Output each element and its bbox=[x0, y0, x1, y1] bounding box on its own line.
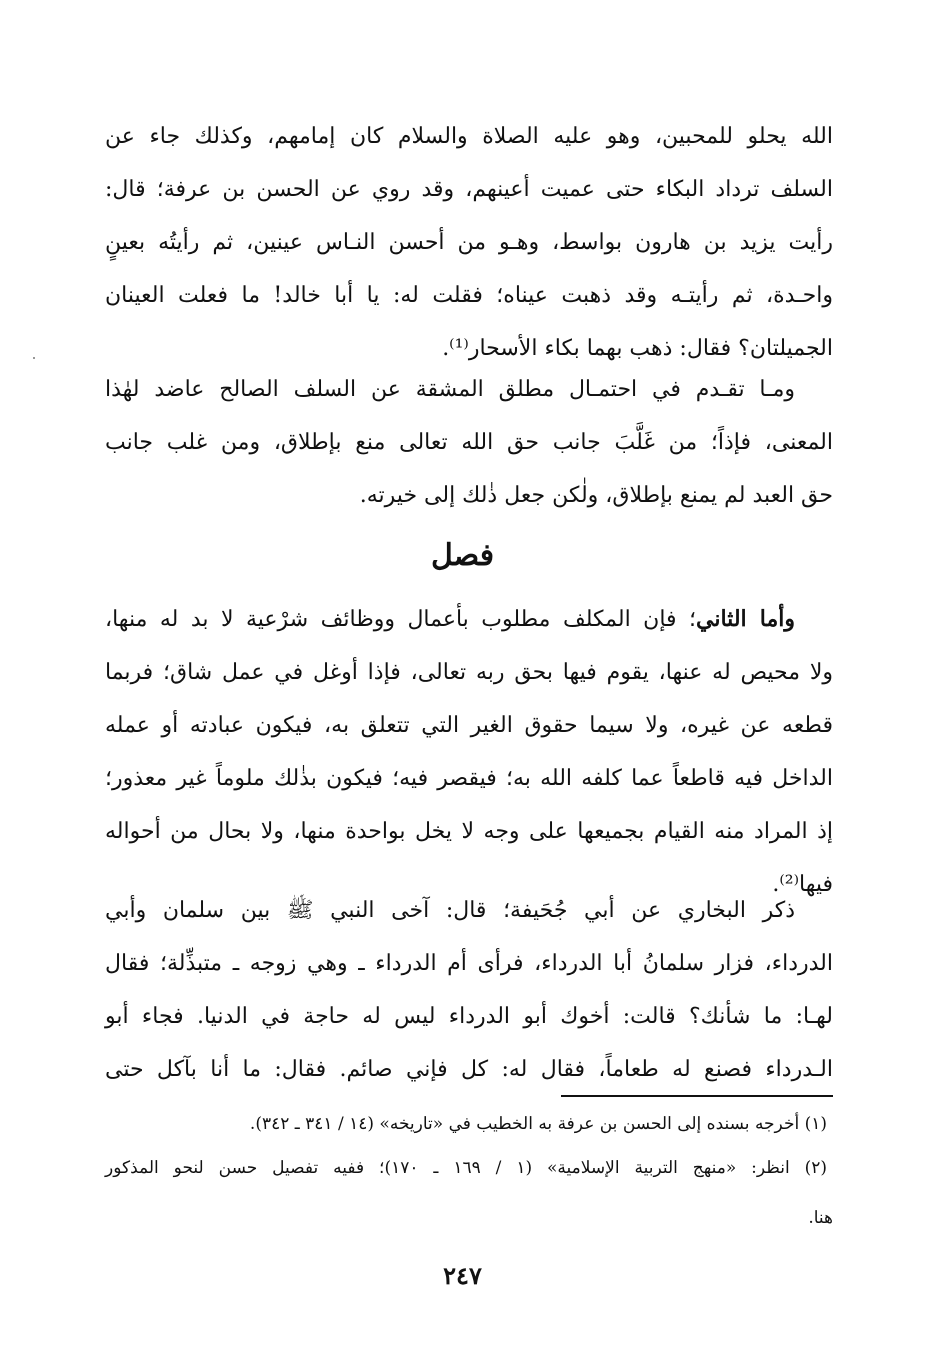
paragraph-4-line-4: الـدرداء فصنع له طعاماً، فقال له: كل فإني صائم. فقال: ما أنا بآكل حتى bbox=[105, 1057, 833, 1082]
footnotes bbox=[105, 1102, 833, 1240]
footnote-2: (٢) انظر: «منهج التربية الإسلامية» (١ / ١٦٩ ـ ١٧٠)؛ ففيه تفصيل حسن لنحو المذكور bbox=[105, 1158, 828, 1178]
paragraph-1-line-4: واحـدة، ثم رأيتـه وقد ذهبت عيناه؛ فقلت له: يا أبا خالد! ما فعلت العينان bbox=[105, 283, 833, 308]
footnote-2-continued: هنا. bbox=[808, 1208, 833, 1228]
paragraph-3-line-1-rest: ؛ فإن المكلف مطلوب بأعمال ووظائف شرْعية لا بد له منها، bbox=[105, 607, 697, 632]
footnote-divider bbox=[561, 1095, 833, 1097]
paragraph-1-line-3: رأيت يزيد بن هارون بواسط، وهـو من أحسن النـاس عينين، ثم رأيتُه بعينٍ bbox=[105, 230, 833, 255]
paragraph-2 bbox=[105, 363, 833, 522]
paragraph-4 bbox=[105, 884, 833, 1096]
paragraph-3-line-6: فيها⁽²⁾. bbox=[772, 872, 833, 897]
paragraph-3 bbox=[105, 593, 833, 911]
section-heading: فصل bbox=[430, 538, 495, 573]
paragraph-2-line-1: ومـا تقـدم في احتمـال مطلق المشقة عن السلف الصالح عاضد لهٰذا bbox=[105, 377, 795, 402]
paragraph-3-lead: وأما الثاني bbox=[696, 606, 795, 632]
paragraph-4-line-2: الدرداء، فزار سلمانُ أبا الدرداء، فرأى أم الدرداء ـ وهي زوجه ـ متبذِّلة؛ فقال bbox=[105, 951, 833, 976]
paragraph-3-line-2: ولا محيص له عنها، يقوم فيها بحق ربه تعالى، فإذا أوغل في عمل شاق؛ فربما bbox=[105, 660, 833, 685]
paragraph-1-line-1: الله يحلو للمحبين، وهو عليه الصلاة والسلام كان إمامهم، وكذلك جاء عن bbox=[105, 124, 833, 149]
paragraph-1-line-5: الجميلتان؟ فقال: ذهب بهما بكاء الأسحار⁽¹⁾. bbox=[442, 336, 833, 361]
paragraph-2-line-2: المعنى، فإذاً؛ من غَلَّبَ جانب حق الله تعالى منع بإطلاق، ومن غلب جانب bbox=[105, 430, 833, 455]
paragraph-1 bbox=[105, 110, 833, 375]
paragraph-3-line-4: الداخل فيه قاطعاً عما كلفه الله به؛ فيقصر فيه؛ فيكون بذٰلك ملوماً غير معذور؛ bbox=[105, 766, 833, 791]
footnote-1: (١) أخرجه بسنده إلى الحسن بن عرفة به الخطيب في «تاريخه» (١٤ / ٣٤١ ـ ٣٤٢). bbox=[249, 1114, 827, 1134]
paragraph-4-line-1: ذكر البخاري عن أبي جُحَيفة؛ قال: آخى النبي ﷺ بين سلمان وأبي bbox=[105, 898, 795, 923]
paragraph-4-line-3: لهـا: ما شأنك؟ قالت: أخوك أبو الدرداء ليس له حاجة في الدنيا. فجاء أبو bbox=[105, 1004, 833, 1029]
paragraph-2-line-3: حق العبد لم يمنع بإطلاق، ولٰكن جعل ذٰلك إلى خيرته. bbox=[359, 483, 833, 508]
paragraph-3-line-5: إذ المراد منه القيام بجميعها على وجه لا يخل بواحدة منها، ولا بحال من أحواله bbox=[105, 819, 833, 844]
paragraph-1-line-2: السلف ترداد البكاء حتى عميت أعينهم، وقد روي عن الحسن بن عرفة؛ قال: bbox=[105, 177, 833, 202]
paragraph-3-line-3: قطعه عن غيره، ولا سيما حقوق الغير التي تتعلق به، فيكون عبادته أو عمله bbox=[105, 713, 833, 738]
margin-speck bbox=[33, 357, 35, 359]
paragraph-3-line-1 bbox=[105, 593, 833, 646]
page-number: ٢٤٧ bbox=[443, 1261, 482, 1290]
